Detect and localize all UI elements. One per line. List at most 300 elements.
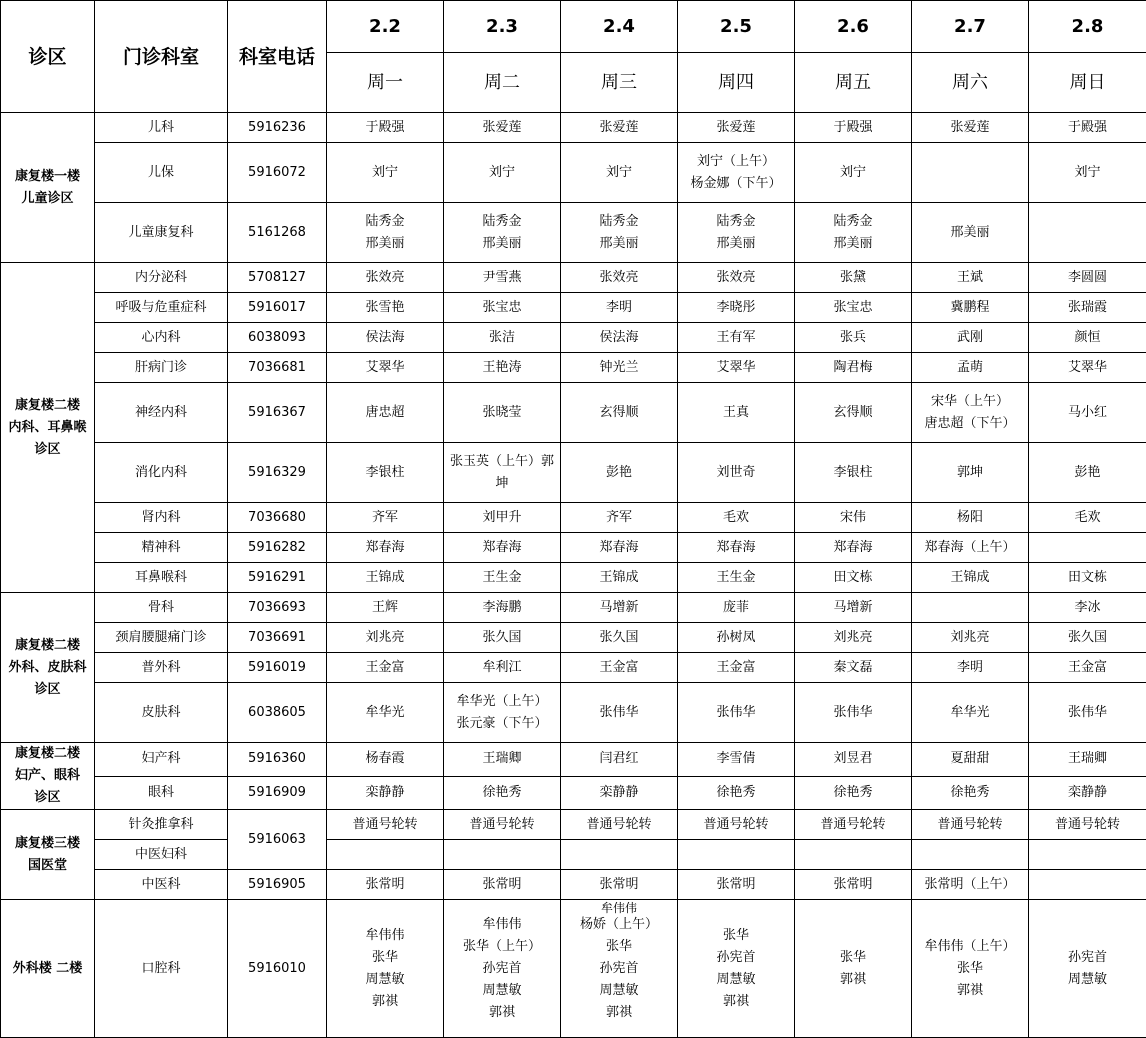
zone-name-line: 康复楼三楼 bbox=[3, 833, 92, 855]
doctor-cell bbox=[795, 263, 912, 293]
doctor-cell bbox=[795, 323, 912, 353]
doctor-name: 邢美丽 bbox=[329, 233, 441, 255]
doctor-name: 陆秀金 bbox=[563, 211, 675, 233]
doctor-name: 刘宁 bbox=[1031, 162, 1144, 184]
doctor-name: 马增新 bbox=[563, 597, 675, 619]
doctor-name: 张效亮 bbox=[563, 267, 675, 289]
doctor-name: 王锦成 bbox=[329, 567, 441, 589]
doctor-cell bbox=[444, 743, 561, 777]
table-row bbox=[1, 776, 1146, 810]
zone-name-line: 诊区 bbox=[3, 679, 92, 701]
doctor-name: 颜恒 bbox=[1031, 327, 1144, 349]
doctor-name: 张伟华 bbox=[797, 702, 909, 724]
doctor-cell bbox=[327, 840, 444, 870]
doctor-name: 于殿强 bbox=[1031, 117, 1144, 139]
doctor-name: 张久国 bbox=[1031, 627, 1144, 649]
doctor-cell bbox=[1029, 203, 1146, 263]
doctor-name: 张洁 bbox=[446, 327, 558, 349]
doctor-name: 宋华（上午） bbox=[914, 391, 1026, 413]
phone-cell: 5916367 bbox=[228, 383, 327, 443]
doctor-cell bbox=[795, 143, 912, 203]
doctor-cell bbox=[912, 593, 1029, 623]
doctor-cell bbox=[678, 810, 795, 840]
department-cell: 口腔科 bbox=[95, 900, 228, 1038]
department-cell: 肾内科 bbox=[95, 503, 228, 533]
doctor-cell bbox=[1029, 443, 1146, 503]
table-row bbox=[1, 900, 1146, 1038]
doctor-cell bbox=[912, 263, 1029, 293]
doctor-name: 李明 bbox=[563, 297, 675, 319]
doctor-name: 张玉英（上午）郭 bbox=[446, 451, 558, 473]
table-row bbox=[1, 443, 1146, 503]
doctor-cell bbox=[444, 503, 561, 533]
doctor-cell bbox=[1029, 113, 1146, 143]
doctor-name: 钟光兰 bbox=[563, 357, 675, 379]
doctor-name: 孙树凤 bbox=[680, 627, 792, 649]
weekday-header: 周六 bbox=[912, 53, 1029, 113]
doctor-name: 徐艳秀 bbox=[680, 782, 792, 804]
doctor-name: 张兵 bbox=[797, 327, 909, 349]
table-row bbox=[1, 533, 1146, 563]
doctor-name: 李晓彤 bbox=[680, 297, 792, 319]
table-row bbox=[1, 113, 1146, 143]
date-header: 2.5 bbox=[678, 1, 795, 53]
doctor-cell bbox=[327, 743, 444, 777]
date-header: 2.8 bbox=[1029, 1, 1146, 53]
doctor-name: 张伟华 bbox=[1031, 702, 1144, 724]
doctor-name: 张华 bbox=[563, 936, 675, 958]
doctor-cell bbox=[678, 143, 795, 203]
doctor-cell bbox=[678, 203, 795, 263]
doctor-cell bbox=[912, 323, 1029, 353]
doctor-cell bbox=[1029, 143, 1146, 203]
doctor-name: 周慧敏 bbox=[446, 980, 558, 1002]
doctor-cell bbox=[561, 653, 678, 683]
doctor-cell bbox=[1029, 623, 1146, 653]
doctor-cell bbox=[795, 443, 912, 503]
phone-cell: 5916291 bbox=[228, 563, 327, 593]
doctor-cell bbox=[1029, 353, 1146, 383]
doctor-cell bbox=[795, 900, 912, 1038]
doctor-cell bbox=[1029, 593, 1146, 623]
doctor-cell bbox=[912, 563, 1029, 593]
doctor-cell bbox=[561, 593, 678, 623]
doctor-name: 田文栋 bbox=[1031, 567, 1144, 589]
doctor-name: 刘世奇 bbox=[680, 462, 792, 484]
table-row bbox=[1, 743, 1146, 777]
doctor-cell bbox=[1029, 563, 1146, 593]
department-cell: 精神科 bbox=[95, 533, 228, 563]
doctor-name: 张华 bbox=[329, 947, 441, 969]
doctor-cell bbox=[1029, 810, 1146, 840]
doctor-name: 杨阳 bbox=[914, 507, 1026, 529]
doctor-name: 孟萌 bbox=[914, 357, 1026, 379]
doctor-cell bbox=[678, 533, 795, 563]
doctor-cell bbox=[327, 443, 444, 503]
doctor-name: 李海鹏 bbox=[446, 597, 558, 619]
phone-cell: 5916072 bbox=[228, 143, 327, 203]
doctor-cell bbox=[678, 870, 795, 900]
doctor-name: 王辉 bbox=[329, 597, 441, 619]
doctor-cell bbox=[327, 593, 444, 623]
doctor-name: 王真 bbox=[680, 402, 792, 424]
doctor-cell bbox=[678, 293, 795, 323]
doctor-name: 唐忠超 bbox=[329, 402, 441, 424]
doctor-name: 刘兆亮 bbox=[329, 627, 441, 649]
doctor-name: 孙宪首 bbox=[446, 958, 558, 980]
doctor-cell bbox=[327, 293, 444, 323]
phone-cell: 6038605 bbox=[228, 683, 327, 743]
doctor-cell bbox=[795, 383, 912, 443]
doctor-name: 尹雪燕 bbox=[446, 267, 558, 289]
doctor-cell bbox=[795, 776, 912, 810]
department-cell: 心内科 bbox=[95, 323, 228, 353]
doctor-name: 张瑞霞 bbox=[1031, 297, 1144, 319]
doctor-name: 张效亮 bbox=[680, 267, 792, 289]
doctor-cell bbox=[561, 143, 678, 203]
doctor-name: 张爱莲 bbox=[563, 117, 675, 139]
date-header: 2.2 bbox=[327, 1, 444, 53]
doctor-cell bbox=[795, 203, 912, 263]
doctor-cell bbox=[912, 776, 1029, 810]
doctor-cell bbox=[912, 743, 1029, 777]
doctor-cell bbox=[327, 870, 444, 900]
doctor-name: 张常明 bbox=[329, 874, 441, 896]
doctor-name: 张宝忠 bbox=[446, 297, 558, 319]
doctor-name: 张晓莹 bbox=[446, 402, 558, 424]
doctor-cell bbox=[912, 623, 1029, 653]
doctor-cell bbox=[561, 840, 678, 870]
doctor-cell bbox=[561, 870, 678, 900]
table-row bbox=[1, 353, 1146, 383]
zone-name-line: 内科、耳鼻喉 bbox=[3, 417, 92, 439]
doctor-name: 牟伟伟（上午） bbox=[914, 936, 1026, 958]
doctor-cell bbox=[795, 503, 912, 533]
doctor-cell bbox=[795, 533, 912, 563]
zone-name-line: 外科楼 二楼 bbox=[3, 958, 92, 980]
doctor-name: 陆秀金 bbox=[329, 211, 441, 233]
doctor-cell bbox=[444, 293, 561, 323]
doctor-cell bbox=[561, 263, 678, 293]
doctor-cell bbox=[1029, 743, 1146, 777]
doctor-name: 刘宁 bbox=[563, 162, 675, 184]
doctor-cell bbox=[912, 113, 1029, 143]
doctor-cell bbox=[444, 143, 561, 203]
doctor-name: 玄得顺 bbox=[797, 402, 909, 424]
department-cell: 耳鼻喉科 bbox=[95, 563, 228, 593]
doctor-cell bbox=[561, 113, 678, 143]
doctor-name: 宋伟 bbox=[797, 507, 909, 529]
doctor-name: 秦文磊 bbox=[797, 657, 909, 679]
phone-cell: 7036691 bbox=[228, 623, 327, 653]
doctor-cell bbox=[444, 323, 561, 353]
doctor-cell bbox=[912, 203, 1029, 263]
doctor-cell bbox=[561, 533, 678, 563]
doctor-cell bbox=[795, 683, 912, 743]
doctor-name: 周慧敏 bbox=[680, 969, 792, 991]
doctor-name: 栾静静 bbox=[329, 782, 441, 804]
doctor-name: 侯法海 bbox=[563, 327, 675, 349]
doctor-cell bbox=[912, 383, 1029, 443]
zone-name-line: 康复楼一楼 bbox=[3, 166, 92, 188]
doctor-name: 冀鹏程 bbox=[914, 297, 1026, 319]
doctor-name: 邢美丽 bbox=[680, 233, 792, 255]
doctor-name: 马增新 bbox=[797, 597, 909, 619]
table-row bbox=[1, 263, 1146, 293]
doctor-name: 周慧敏 bbox=[1031, 969, 1144, 991]
department-cell: 肝病门诊 bbox=[95, 353, 228, 383]
doctor-name: 齐军 bbox=[329, 507, 441, 529]
doctor-name: 张常明 bbox=[680, 874, 792, 896]
doctor-name: 玄得顺 bbox=[563, 402, 675, 424]
doctor-name: 王生金 bbox=[446, 567, 558, 589]
zone-cell bbox=[1, 263, 95, 593]
phone-cell: 5161268 bbox=[228, 203, 327, 263]
doctor-cell bbox=[795, 810, 912, 840]
department-cell: 皮肤科 bbox=[95, 683, 228, 743]
doctor-cell bbox=[678, 683, 795, 743]
zone-cell bbox=[1, 113, 95, 263]
doctor-cell bbox=[795, 743, 912, 777]
doctor-name: 郑春海 bbox=[446, 537, 558, 559]
doctor-cell bbox=[795, 563, 912, 593]
zone-name-line: 康复楼二楼 bbox=[3, 743, 92, 765]
doctor-name: 王生金 bbox=[680, 567, 792, 589]
doctor-name: 徐艳秀 bbox=[446, 782, 558, 804]
doctor-cell bbox=[678, 623, 795, 653]
phone-cell: 5916017 bbox=[228, 293, 327, 323]
doctor-name: 刘宁 bbox=[446, 162, 558, 184]
doctor-name: 陆秀金 bbox=[446, 211, 558, 233]
doctor-name: 郭祺 bbox=[680, 991, 792, 1013]
doctor-name: 牟伟伟 bbox=[563, 902, 675, 914]
zone-cell bbox=[1, 810, 95, 900]
weekday-header: 周二 bbox=[444, 53, 561, 113]
doctor-cell bbox=[795, 353, 912, 383]
doctor-name: 王金富 bbox=[563, 657, 675, 679]
doctor-name: 郑春海 bbox=[680, 537, 792, 559]
doctor-cell bbox=[444, 900, 561, 1038]
weekday-header: 周日 bbox=[1029, 53, 1146, 113]
doctor-name: 周慧敏 bbox=[563, 980, 675, 1002]
doctor-name: 李明 bbox=[914, 657, 1026, 679]
doctor-cell bbox=[678, 653, 795, 683]
doctor-name: 王艳涛 bbox=[446, 357, 558, 379]
doctor-cell bbox=[327, 810, 444, 840]
doctor-cell bbox=[795, 653, 912, 683]
doctor-cell bbox=[678, 503, 795, 533]
doctor-cell bbox=[912, 683, 1029, 743]
department-cell: 儿童康复科 bbox=[95, 203, 228, 263]
phone-cell: 7036693 bbox=[228, 593, 327, 623]
doctor-cell bbox=[561, 776, 678, 810]
doctor-cell bbox=[795, 840, 912, 870]
doctor-cell bbox=[327, 383, 444, 443]
phone-cell: 5916019 bbox=[228, 653, 327, 683]
table-row bbox=[1, 563, 1146, 593]
doctor-cell bbox=[912, 870, 1029, 900]
department-cell: 骨科 bbox=[95, 593, 228, 623]
doctor-name: 王金富 bbox=[1031, 657, 1144, 679]
phone-cell: 5916063 bbox=[228, 810, 327, 870]
doctor-cell bbox=[1029, 653, 1146, 683]
doctor-name: 郭祺 bbox=[914, 980, 1026, 1002]
doctor-cell bbox=[795, 113, 912, 143]
table-row bbox=[1, 653, 1146, 683]
doctor-name: 王斌 bbox=[914, 267, 1026, 289]
zone-cell bbox=[1, 593, 95, 743]
doctor-cell bbox=[444, 113, 561, 143]
doctor-cell bbox=[678, 593, 795, 623]
phone-cell: 7036680 bbox=[228, 503, 327, 533]
doctor-name: 普通号轮转 bbox=[797, 814, 909, 836]
doctor-name: 毛欢 bbox=[680, 507, 792, 529]
doctor-name: 李雪倩 bbox=[680, 748, 792, 770]
doctor-name: 张常明 bbox=[446, 874, 558, 896]
doctor-name: 艾翠华 bbox=[680, 357, 792, 379]
doctor-cell bbox=[912, 503, 1029, 533]
doctor-cell bbox=[795, 870, 912, 900]
doctor-name: 徐艳秀 bbox=[797, 782, 909, 804]
phone-cell: 5916909 bbox=[228, 776, 327, 810]
doctor-name: 孙宪首 bbox=[680, 947, 792, 969]
department-cell: 妇产科 bbox=[95, 743, 228, 777]
header-row-dates bbox=[1, 1, 1146, 53]
table-row bbox=[1, 593, 1146, 623]
doctor-name: 郑春海 bbox=[797, 537, 909, 559]
doctor-cell bbox=[327, 143, 444, 203]
phone-cell: 6038093 bbox=[228, 323, 327, 353]
doctor-cell bbox=[561, 353, 678, 383]
doctor-cell bbox=[444, 840, 561, 870]
doctor-cell bbox=[1029, 533, 1146, 563]
doctor-name: 李银柱 bbox=[797, 462, 909, 484]
doctor-name: 邢美丽 bbox=[446, 233, 558, 255]
department-cell: 神经内科 bbox=[95, 383, 228, 443]
doctor-name: 刘兆亮 bbox=[797, 627, 909, 649]
doctor-name: 徐艳秀 bbox=[914, 782, 1026, 804]
doctor-name: 普通号轮转 bbox=[680, 814, 792, 836]
doctor-cell bbox=[327, 203, 444, 263]
doctor-name: 张宝忠 bbox=[797, 297, 909, 319]
doctor-cell bbox=[327, 353, 444, 383]
table-row bbox=[1, 503, 1146, 533]
doctor-cell bbox=[327, 113, 444, 143]
doctor-name: 普通号轮转 bbox=[563, 814, 675, 836]
weekday-header: 周五 bbox=[795, 53, 912, 113]
doctor-name: 张黛 bbox=[797, 267, 909, 289]
doctor-cell bbox=[1029, 683, 1146, 743]
doctor-name: 陶君梅 bbox=[797, 357, 909, 379]
table-row bbox=[1, 870, 1146, 900]
doctor-cell bbox=[327, 683, 444, 743]
doctor-cell bbox=[1029, 323, 1146, 353]
doctor-name: 郑春海 bbox=[563, 537, 675, 559]
doctor-cell bbox=[912, 840, 1029, 870]
department-cell: 呼吸与危重症科 bbox=[95, 293, 228, 323]
doctor-name: 庞菲 bbox=[680, 597, 792, 619]
date-header: 2.4 bbox=[561, 1, 678, 53]
doctor-name: 刘甲升 bbox=[446, 507, 558, 529]
doctor-cell bbox=[912, 533, 1029, 563]
doctor-name: 郭祺 bbox=[329, 991, 441, 1013]
doctor-name: 牟华光 bbox=[329, 702, 441, 724]
doctor-name: 孙宪首 bbox=[1031, 947, 1144, 969]
department-cell: 中医妇科 bbox=[95, 840, 228, 870]
department-cell: 中医科 bbox=[95, 870, 228, 900]
doctor-name: 牟华光（上午） bbox=[446, 691, 558, 713]
doctor-name: 王有军 bbox=[680, 327, 792, 349]
doctor-cell bbox=[444, 263, 561, 293]
zone-name-line: 国医堂 bbox=[3, 855, 92, 877]
doctor-name: 邢美丽 bbox=[914, 222, 1026, 244]
doctor-name: 郭坤 bbox=[914, 462, 1026, 484]
doctor-cell bbox=[1029, 840, 1146, 870]
doctor-name: 刘宁（上午） bbox=[680, 151, 792, 173]
doctor-cell bbox=[444, 870, 561, 900]
zone-name-line: 康复楼二楼 bbox=[3, 395, 92, 417]
doctor-name: 张华（上午） bbox=[446, 936, 558, 958]
doctor-name: 张伟华 bbox=[563, 702, 675, 724]
doctor-cell bbox=[327, 263, 444, 293]
doctor-cell bbox=[912, 810, 1029, 840]
doctor-cell bbox=[444, 810, 561, 840]
department-cell: 儿科 bbox=[95, 113, 228, 143]
doctor-name: 郑春海（上午） bbox=[914, 537, 1026, 559]
doctor-cell bbox=[561, 443, 678, 503]
doctor-name: 张华 bbox=[680, 925, 792, 947]
doctor-cell bbox=[444, 443, 561, 503]
doctor-cell bbox=[561, 743, 678, 777]
doctor-name: 李圆圆 bbox=[1031, 267, 1144, 289]
doctor-cell bbox=[1029, 263, 1146, 293]
doctor-name: 杨春霞 bbox=[329, 748, 441, 770]
doctor-cell bbox=[327, 533, 444, 563]
doctor-name: 牟伟伟 bbox=[329, 925, 441, 947]
table-row bbox=[1, 143, 1146, 203]
doctor-name: 田文栋 bbox=[797, 567, 909, 589]
department-cell: 内分泌科 bbox=[95, 263, 228, 293]
phone-header: 科室电话 bbox=[228, 1, 327, 113]
zone-name-line: 儿童诊区 bbox=[3, 188, 92, 210]
doctor-cell bbox=[561, 683, 678, 743]
doctor-name: 于殿强 bbox=[329, 117, 441, 139]
doctor-name: 张常明（上午） bbox=[914, 874, 1026, 896]
doctor-cell bbox=[327, 323, 444, 353]
phone-cell: 5916282 bbox=[228, 533, 327, 563]
doctor-name: 闫君红 bbox=[563, 748, 675, 770]
doctor-cell bbox=[444, 653, 561, 683]
doctor-name: 艾翠华 bbox=[1031, 357, 1144, 379]
doctor-name: 王锦成 bbox=[914, 567, 1026, 589]
doctor-name: 陆秀金 bbox=[797, 211, 909, 233]
doctor-cell bbox=[678, 353, 795, 383]
doctor-cell bbox=[1029, 503, 1146, 533]
doctor-cell bbox=[561, 623, 678, 653]
zone-name-line: 外科、皮肤科 bbox=[3, 657, 92, 679]
doctor-cell bbox=[1029, 776, 1146, 810]
doctor-name: 张爱莲 bbox=[680, 117, 792, 139]
doctor-cell bbox=[912, 653, 1029, 683]
phone-cell: 5916905 bbox=[228, 870, 327, 900]
zone-name-line: 康复楼二楼 bbox=[3, 635, 92, 657]
doctor-name: 孙宪首 bbox=[563, 958, 675, 980]
doctor-name: 李冰 bbox=[1031, 597, 1144, 619]
doctor-name: 陆秀金 bbox=[680, 211, 792, 233]
doctor-name: 普通号轮转 bbox=[1031, 814, 1144, 836]
doctor-cell bbox=[1029, 870, 1146, 900]
phone-cell: 5916010 bbox=[228, 900, 327, 1038]
